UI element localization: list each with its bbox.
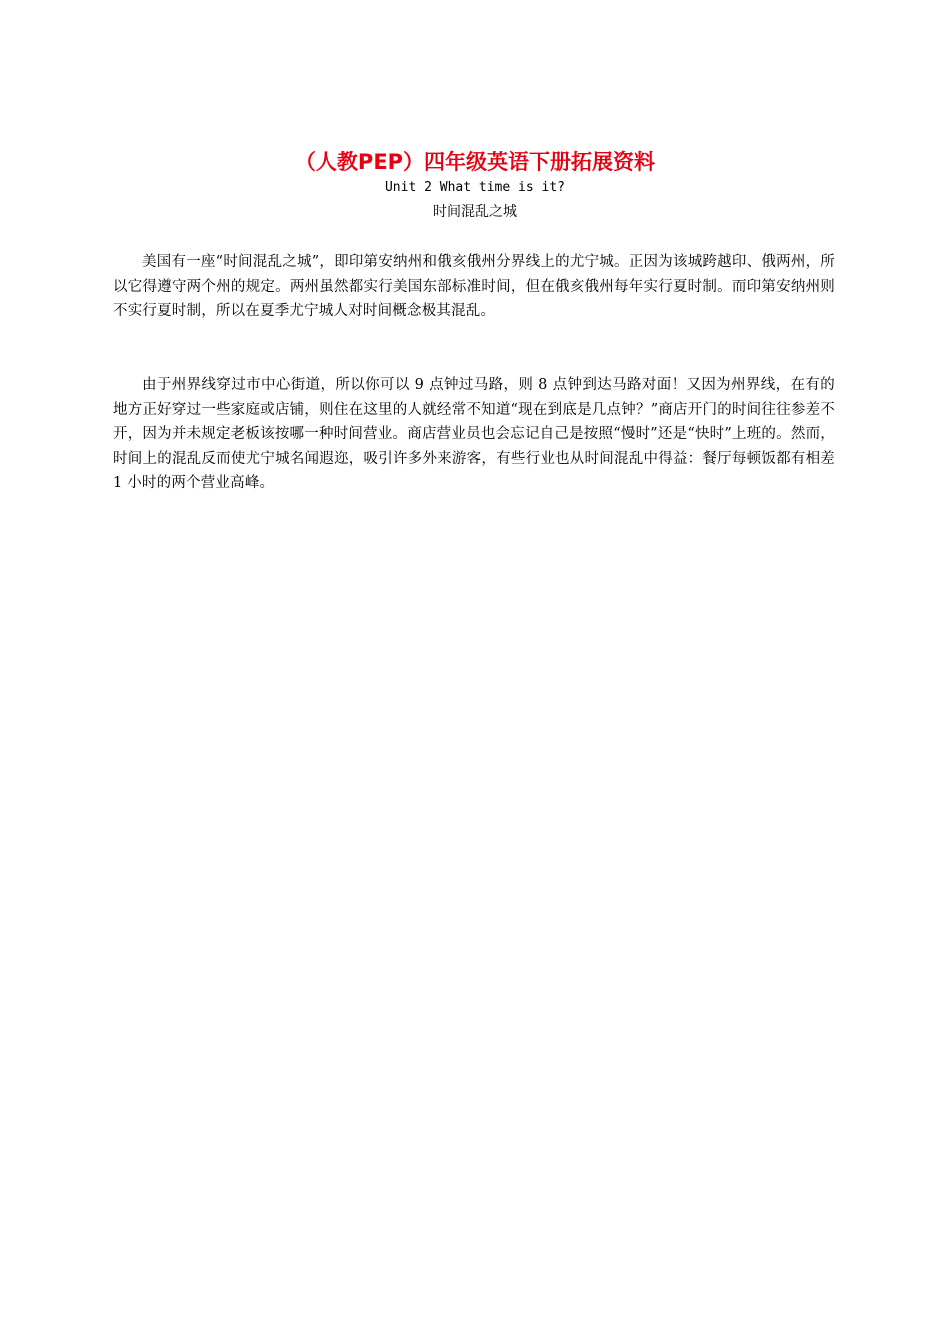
document-title: （人教PEP）四年级英语下册拓展资料 (294, 150, 656, 174)
article-paragraph: 美国有一座“时间混乱之城”，即印第安纳州和俄亥俄州分界线上的尤宁城。正因为该城跨越印、俄两州，所以它得遵守两个州的规定。两州虽然都实行美国东部标准时间，但在俄亥俄州每年实行夏时制。而印第安纳州则不实行夏时制，所以在夏季尤宁城人对时间概念极其混乱。 (113, 254, 835, 319)
article-heading: 时间混乱之城 (433, 204, 517, 220)
unit-subtitle: Unit 2 What time is it? (384, 180, 565, 195)
article-paragraph: 由于州界线穿过市中心街道，所以你可以 9 点钟过马路，则 8 点钟到达马路对面！又因为州界线，在有的地方正好穿过一些家庭或店铺，则住在这里的人就经常不知道“现在到底是几点钟？”商店开门的时间往往参差不开，因为并未规定老板该按哪一种时间营业。商店营业员也会忘记自己是按照“慢时”还是“快时”上班的。然而，时间上的混乱反而使尤宁城名闻遐迩，吸引许多外来游客，有些行业也从时间混乱中得益：餐厅每顿饭都有相差 1 小时的两个营业高峰。 (113, 377, 835, 491)
